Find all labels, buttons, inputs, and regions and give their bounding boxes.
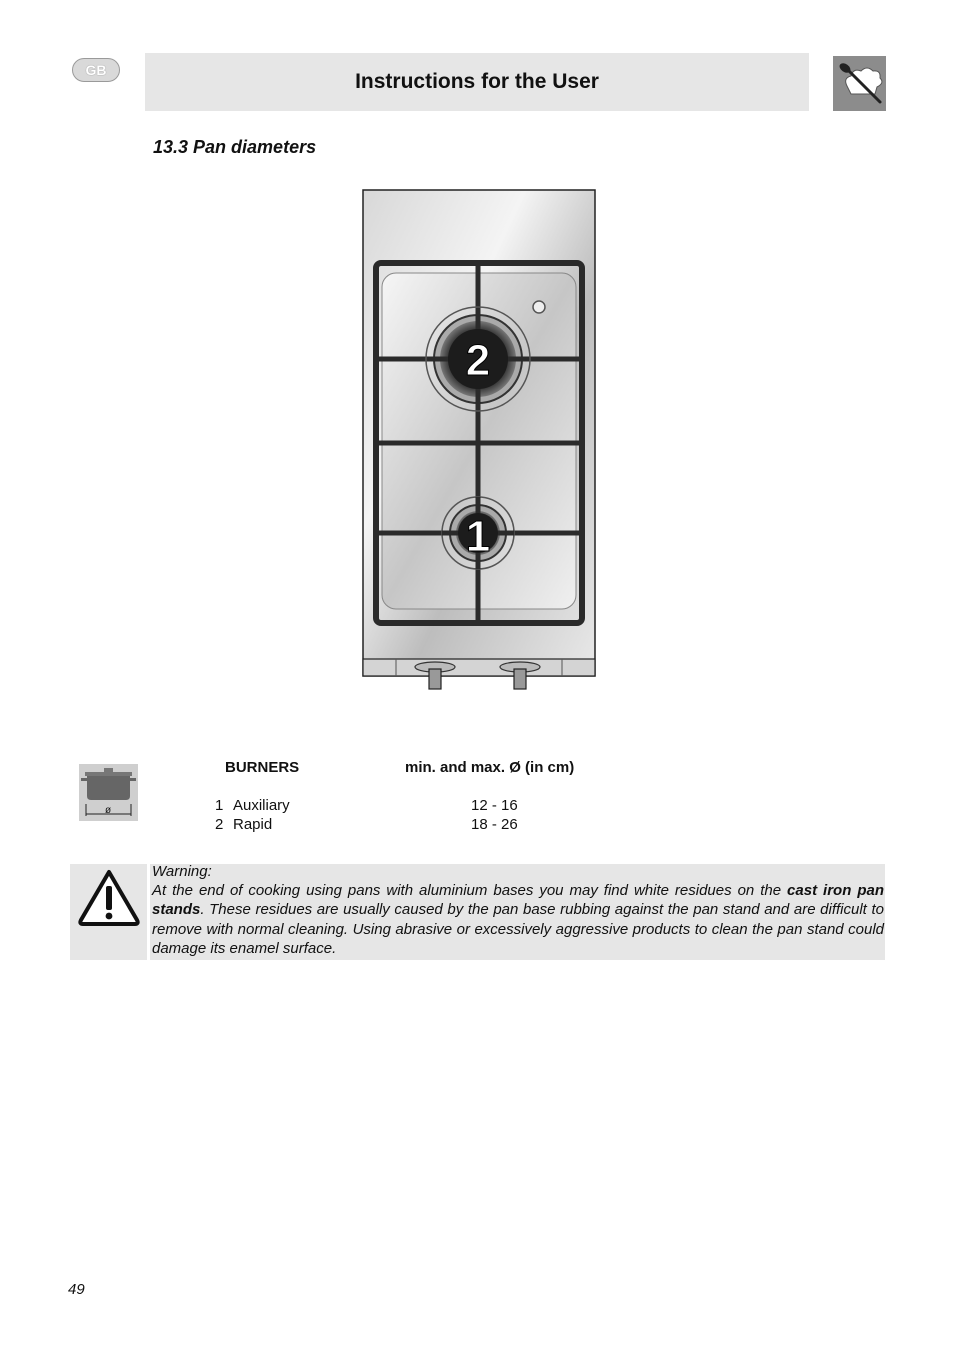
row-2-name: Rapid xyxy=(233,816,273,833)
row-1-number: 1 xyxy=(215,797,224,814)
warning-text xyxy=(152,862,884,958)
warning-divider xyxy=(147,864,150,960)
diameter-symbol: ø xyxy=(104,805,112,816)
section-title: 13.3 Pan diameters xyxy=(153,137,317,157)
col-header-diameter: min. and max. Ø (in cm) xyxy=(405,759,575,776)
chef-hat-spoon-icon xyxy=(833,56,886,111)
hob-illustration xyxy=(362,189,596,691)
warning-body-part-1: At the end of cooking using pans with aluminium bases you may find white residues on the xyxy=(152,882,788,900)
row-2-number: 2 xyxy=(215,816,224,833)
warning-body-bold: cast iron pan stands xyxy=(152,882,884,919)
page-number: 49 xyxy=(68,1281,85,1298)
warning-box xyxy=(70,864,885,960)
warning-heading: Warning: xyxy=(152,863,212,880)
row-2-range: 18 - 26 xyxy=(471,816,518,833)
page-title: Instructions for the User xyxy=(355,70,599,93)
col-header-burners: BURNERS xyxy=(225,759,300,776)
row-1-range: 12 - 16 xyxy=(471,797,518,814)
warning-triangle-icon xyxy=(70,864,147,960)
warning-body-part-2: . These residues are usually caused by the pan base rubbing against the pan stand and are difficult to remove with normal cleaning. Using abrasive or excessively aggressive products to clean the pan stand could damage its enamel surface. xyxy=(152,901,884,957)
language-badge: GB xyxy=(72,58,120,82)
row-1-name: Auxiliary xyxy=(233,797,290,814)
header-bar xyxy=(145,53,809,111)
pan-diameter-icon xyxy=(79,764,138,821)
burner-2-label: 2 xyxy=(465,336,491,385)
burner-1-label: 1 xyxy=(465,512,491,561)
